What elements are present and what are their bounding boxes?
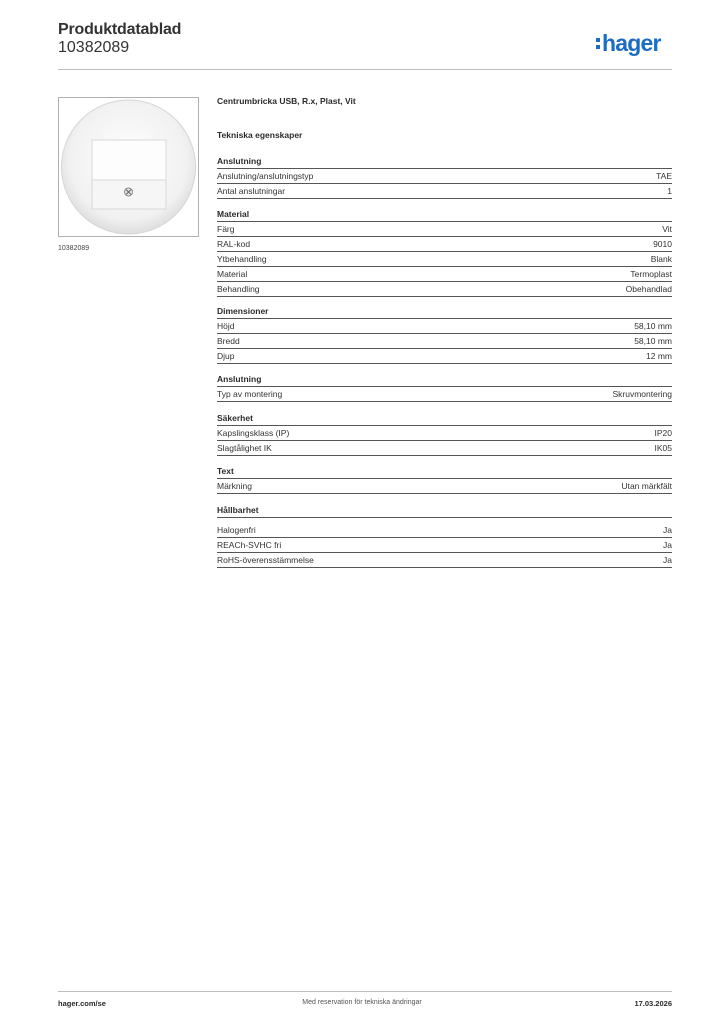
logo-dots-icon bbox=[596, 38, 600, 49]
section-text bbox=[217, 465, 672, 494]
header-divider bbox=[58, 69, 672, 70]
product-name: Centrumbricka USB, R.x, Plast, Vit bbox=[217, 96, 356, 106]
row-value: 1 bbox=[667, 186, 672, 196]
section-title: Säkerhet bbox=[217, 412, 672, 426]
row-value: Utan märkfält bbox=[621, 481, 672, 491]
section-title: Material bbox=[217, 208, 672, 222]
section-title: Dimensioner bbox=[217, 305, 672, 319]
row-value: Vit bbox=[662, 224, 672, 234]
table-row bbox=[217, 222, 672, 237]
table-row bbox=[217, 479, 672, 494]
table-row bbox=[217, 319, 672, 334]
row-value: IK05 bbox=[654, 443, 672, 453]
footer-website: hager.com/se bbox=[58, 999, 106, 1008]
row-label: Typ av montering bbox=[217, 389, 283, 399]
hager-logo bbox=[596, 28, 661, 58]
row-value: Skruvmontering bbox=[612, 389, 672, 399]
section-sustainability bbox=[217, 504, 672, 568]
tech-properties-heading: Tekniska egenskaper bbox=[217, 130, 303, 140]
table-row bbox=[217, 553, 672, 568]
table-row bbox=[217, 252, 672, 267]
table-row bbox=[217, 267, 672, 282]
row-value: IP20 bbox=[654, 428, 672, 438]
table-row bbox=[217, 169, 672, 184]
section-dimensions bbox=[217, 305, 672, 364]
row-value: 12 mm bbox=[646, 351, 672, 361]
row-label: REACh-SVHC fri bbox=[217, 540, 282, 550]
row-label: RAL-kod bbox=[217, 239, 251, 249]
row-label: Djup bbox=[217, 351, 235, 361]
row-value: Termoplast bbox=[630, 269, 672, 279]
row-label: Kapslingsklass (IP) bbox=[217, 428, 290, 438]
row-value: Obehandlad bbox=[625, 284, 672, 294]
row-label: RoHS-överensstämmelse bbox=[217, 555, 314, 565]
row-label: Märkning bbox=[217, 481, 252, 491]
section-title: Anslutning bbox=[217, 373, 672, 387]
product-image bbox=[59, 98, 198, 236]
row-label: Behandling bbox=[217, 284, 260, 294]
row-value: Blank bbox=[650, 254, 672, 264]
table-row bbox=[217, 237, 672, 252]
document-title: Produktdatablad bbox=[58, 21, 182, 38]
logo-text: hager bbox=[602, 29, 661, 56]
row-value: Ja bbox=[663, 525, 672, 535]
row-label: Antal anslutningar bbox=[217, 186, 286, 196]
section-title: Hållbarhet bbox=[217, 504, 672, 518]
cover-window bbox=[92, 140, 166, 180]
row-value: 58,10 mm bbox=[634, 321, 672, 331]
section-title: Anslutning bbox=[217, 155, 672, 169]
document-number: 10382089 bbox=[58, 39, 130, 56]
section-safety bbox=[217, 412, 672, 456]
footer-disclaimer: Med reservation för tekniska ändringar bbox=[302, 999, 422, 1006]
row-label: Färg bbox=[217, 224, 235, 234]
row-label: Anslutning/anslutningstyp bbox=[217, 171, 314, 181]
table-row bbox=[217, 387, 672, 402]
section-title: Text bbox=[217, 465, 672, 479]
image-caption: 10382089 bbox=[58, 245, 90, 252]
table-row bbox=[217, 441, 672, 456]
section-mounting bbox=[217, 373, 672, 402]
table-row bbox=[217, 538, 672, 553]
footer-divider bbox=[58, 991, 672, 992]
row-label: Material bbox=[217, 269, 248, 279]
row-value: Ja bbox=[663, 540, 672, 550]
row-value: 9010 bbox=[653, 239, 672, 249]
row-label: Halogenfri bbox=[217, 525, 256, 535]
row-label: Slagtålighet IK bbox=[217, 443, 272, 453]
footer-date: 17.03.2026 bbox=[634, 999, 672, 1008]
row-label: Höjd bbox=[217, 321, 235, 331]
row-label: Bredd bbox=[217, 336, 240, 346]
table-row bbox=[217, 426, 672, 441]
table-row bbox=[217, 349, 672, 364]
row-label: Ytbehandling bbox=[217, 254, 267, 264]
section-connection bbox=[217, 155, 672, 199]
table-row bbox=[217, 184, 672, 199]
row-value: TAE bbox=[656, 171, 672, 181]
product-image-frame bbox=[58, 97, 199, 237]
table-row bbox=[217, 523, 672, 538]
section-material bbox=[217, 208, 672, 297]
table-row bbox=[217, 334, 672, 349]
row-value: Ja bbox=[663, 555, 672, 565]
table-row bbox=[217, 282, 672, 297]
row-value: 58,10 mm bbox=[634, 336, 672, 346]
